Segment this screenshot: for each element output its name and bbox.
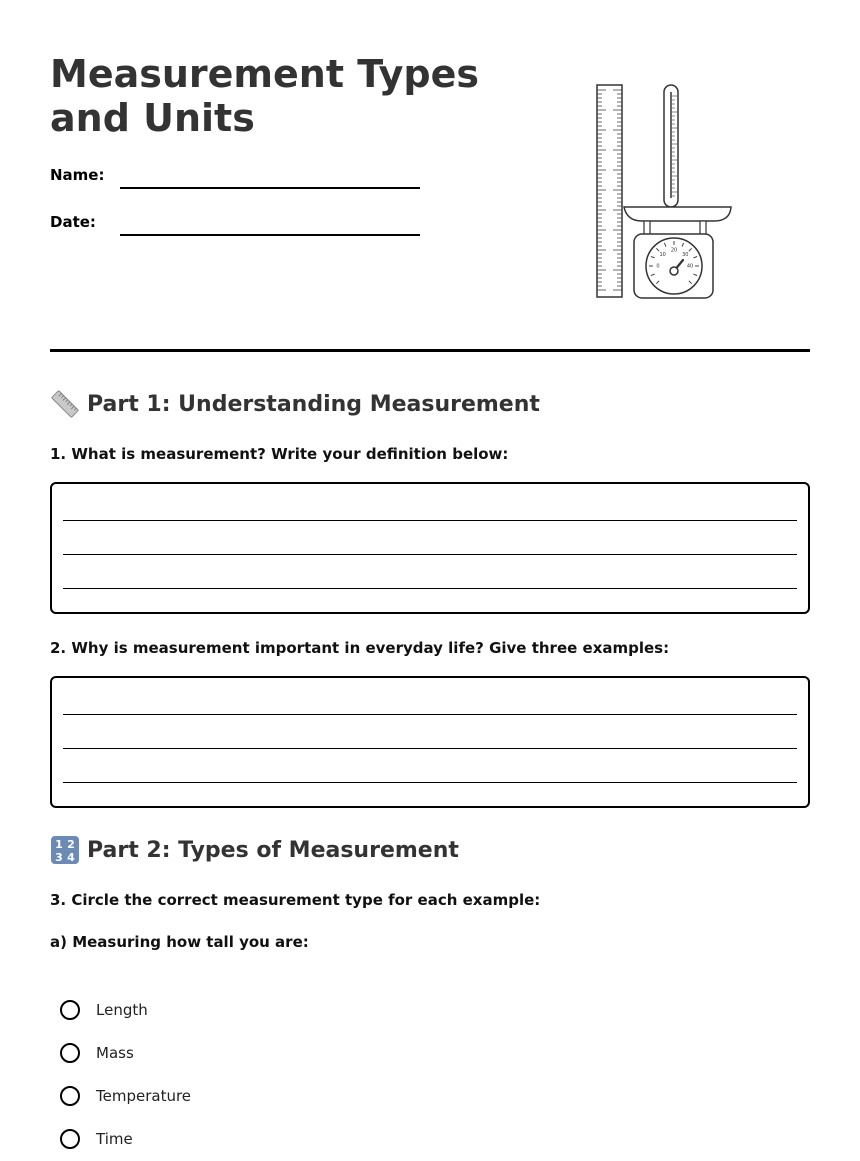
radio-circle[interactable] [60,1000,80,1020]
svg-text:4: 4 [67,851,75,864]
answer-line [63,714,797,715]
ruler-icon [597,85,622,297]
svg-text:30: 30 [682,252,689,259]
svg-text:40: 40 [686,263,694,270]
header-divider [50,349,810,352]
part1-heading [50,388,540,420]
measurement-tools-illustration [594,82,738,302]
svg-text:3: 3 [55,851,63,864]
answer-box-1[interactable] [50,482,810,614]
answer-line [63,554,797,555]
part2-title: Part 2: Types of Measurement [87,837,459,863]
radio-circle[interactable] [60,1086,80,1106]
part1-title: Part 1: Understanding Measurement [87,391,540,417]
question-2: 2. Why is measurement important in everyday life? Give three examples: [50,639,670,657]
scale-icon [624,207,731,298]
radio-circle[interactable] [60,1129,80,1149]
numbers-icon [50,835,80,865]
svg-text:2: 2 [67,838,75,851]
answer-line [63,782,797,783]
question-1: 1. What is measurement? Write your definition below: [50,445,509,463]
option-temperature[interactable] [60,1083,191,1109]
option-label: Mass [96,1044,134,1062]
worksheet-title: Measurement Types and Units [50,52,480,140]
option-time[interactable] [60,1126,133,1152]
option-length[interactable] [60,997,148,1023]
ruler-icon [50,389,80,419]
answer-box-2[interactable] [50,676,810,808]
answer-line [63,748,797,749]
thermometer-icon [664,85,678,207]
question-3: 3. Circle the correct measurement type for each example: [50,891,541,909]
date-field[interactable] [120,234,420,236]
question-3a: a) Measuring how tall you are: [50,933,309,951]
option-label: Length [96,1001,148,1019]
answer-line [63,588,797,589]
name-field[interactable] [120,187,420,189]
option-label: Temperature [96,1087,192,1105]
option-label: Time [96,1130,133,1148]
answer-line [63,520,797,521]
name-label: Name: [50,166,105,184]
option-mass[interactable] [60,1040,134,1066]
radio-circle[interactable] [60,1043,80,1063]
svg-text:20: 20 [670,247,678,254]
date-label: Date: [50,213,96,231]
svg-text:1: 1 [55,838,63,851]
part2-heading [50,834,459,866]
svg-text:10: 10 [659,252,666,259]
svg-text:0: 0 [656,263,660,270]
